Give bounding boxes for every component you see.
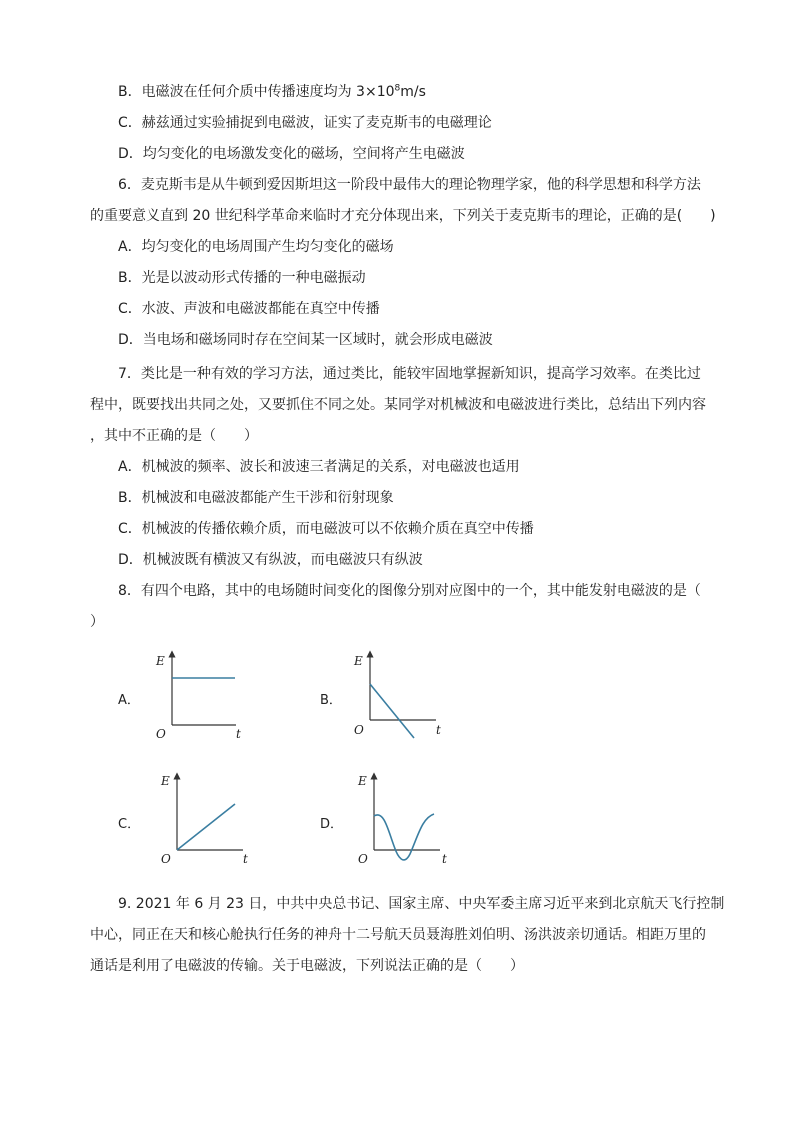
q8-graph-c-curve [177, 804, 235, 850]
q7-stem-line3: ，其中不正确的是（ ） [90, 428, 258, 444]
q9-stem-line1: 9. 2021 年 6 月 23 日，中共中央总书记、国家主席、中央军委主席习近平来到北京航天飞行控制 [118, 896, 725, 912]
q7-option-d: D．机械波既有横波又有纵波，而电磁波只有纵波 [118, 552, 423, 568]
q9-stem-line3: 通话是利用了电磁波的传输。关于电磁波，下列说法正确的是（ ） [90, 958, 524, 974]
q6-stem-line2: 的重要意义直到 20 世纪科学革命来临时才充分体现出来，下列关于麦克斯韦的理论，正确的是( ) [90, 208, 716, 224]
q8-graph-d-curve [374, 814, 434, 860]
q8-stem-line2: ） [90, 614, 104, 630]
q8-graph-a [150, 650, 250, 745]
q8-graph-a-ylabel: E [156, 654, 165, 668]
q8-graph-b-label: B． [320, 693, 342, 708]
q8-graph-a-xlabel: t [236, 727, 241, 741]
q8-graph-d-xlabel: t [442, 852, 447, 866]
q6-option-d: D．当电场和磁场同时存在空间某一区域时，就会形成电磁波 [118, 332, 493, 348]
q8-graph-c-ylabel: E [161, 774, 170, 788]
q8-graph-c [155, 770, 255, 865]
q8-graph-b-origin: O [354, 723, 364, 737]
q8-graph-a-label: A． [118, 693, 140, 708]
q8-graph-d [352, 770, 452, 865]
q7-option-a: A．机械波的频率、波长和波速三者满足的关系，对电磁波也适用 [118, 459, 520, 475]
q7-option-b: B．机械波和电磁波都能产生干涉和衍射现象 [118, 490, 394, 506]
q8-graph-d-origin: O [358, 852, 368, 866]
q7-stem-line1: 7．类比是一种有效的学习方法，通过类比，能较牢固地掌握新知识，提高学习效率。在类比过 [118, 366, 701, 382]
q8-graph-d-ylabel: E [358, 774, 367, 788]
q8-graph-b [350, 650, 450, 745]
q8-graph-c-xlabel: t [243, 852, 248, 866]
q7-stem-line2: 程中，既要找出共同之处，又要抓住不同之处。某同学对机械波和电磁波进行类比，总结出下列内容 [90, 397, 706, 413]
q8-graph-b-ylabel: E [354, 654, 363, 668]
q8-graph-c-origin: O [161, 852, 171, 866]
q8-graph-a-origin: O [156, 727, 166, 741]
q5-option-d: D．均匀变化的电场激发变化的磁场，空间将产生电磁波 [118, 146, 465, 162]
q8-graph-c-label: C． [118, 817, 141, 832]
q6-option-c: C．水波、声波和电磁波都能在真空中传播 [118, 301, 380, 317]
q8-graph-d-label: D． [320, 817, 344, 832]
q7-option-c: C．机械波的传播依赖介质，而电磁波可以不依赖介质在真空中传播 [118, 521, 534, 537]
q5-option-b: B．电磁波在任何介质中传播速度均为 $3\times 10^8m/s$ [118, 83, 426, 100]
q6-option-b: B．光是以波动形式传播的一种电磁振动 [118, 270, 366, 286]
q6-stem-line1: 6．麦克斯韦是从牛顿到爱因斯坦这一阶段中最伟大的理论物理学家，他的科学思想和科学方法 [118, 177, 701, 193]
q8-stem-line1: 8．有四个电路，其中的电场随时间变化的图像分别对应图中的一个，其中能发射电磁波的是（ [118, 583, 701, 599]
q5-option-c: C．赫兹通过实验捕捉到电磁波，证实了麦克斯韦的电磁理论 [118, 115, 492, 131]
q9-stem-line2: 中心，同正在天和核心舱执行任务的神舟十二号航天员聂海胜刘伯明、汤洪波亲切通话。相距万里的 [90, 927, 706, 943]
q8-graph-b-xlabel: t [436, 723, 441, 737]
q8-graph-b-curve [370, 684, 414, 738]
q6-option-a: A．均匀变化的电场周围产生均匀变化的磁场 [118, 239, 394, 255]
